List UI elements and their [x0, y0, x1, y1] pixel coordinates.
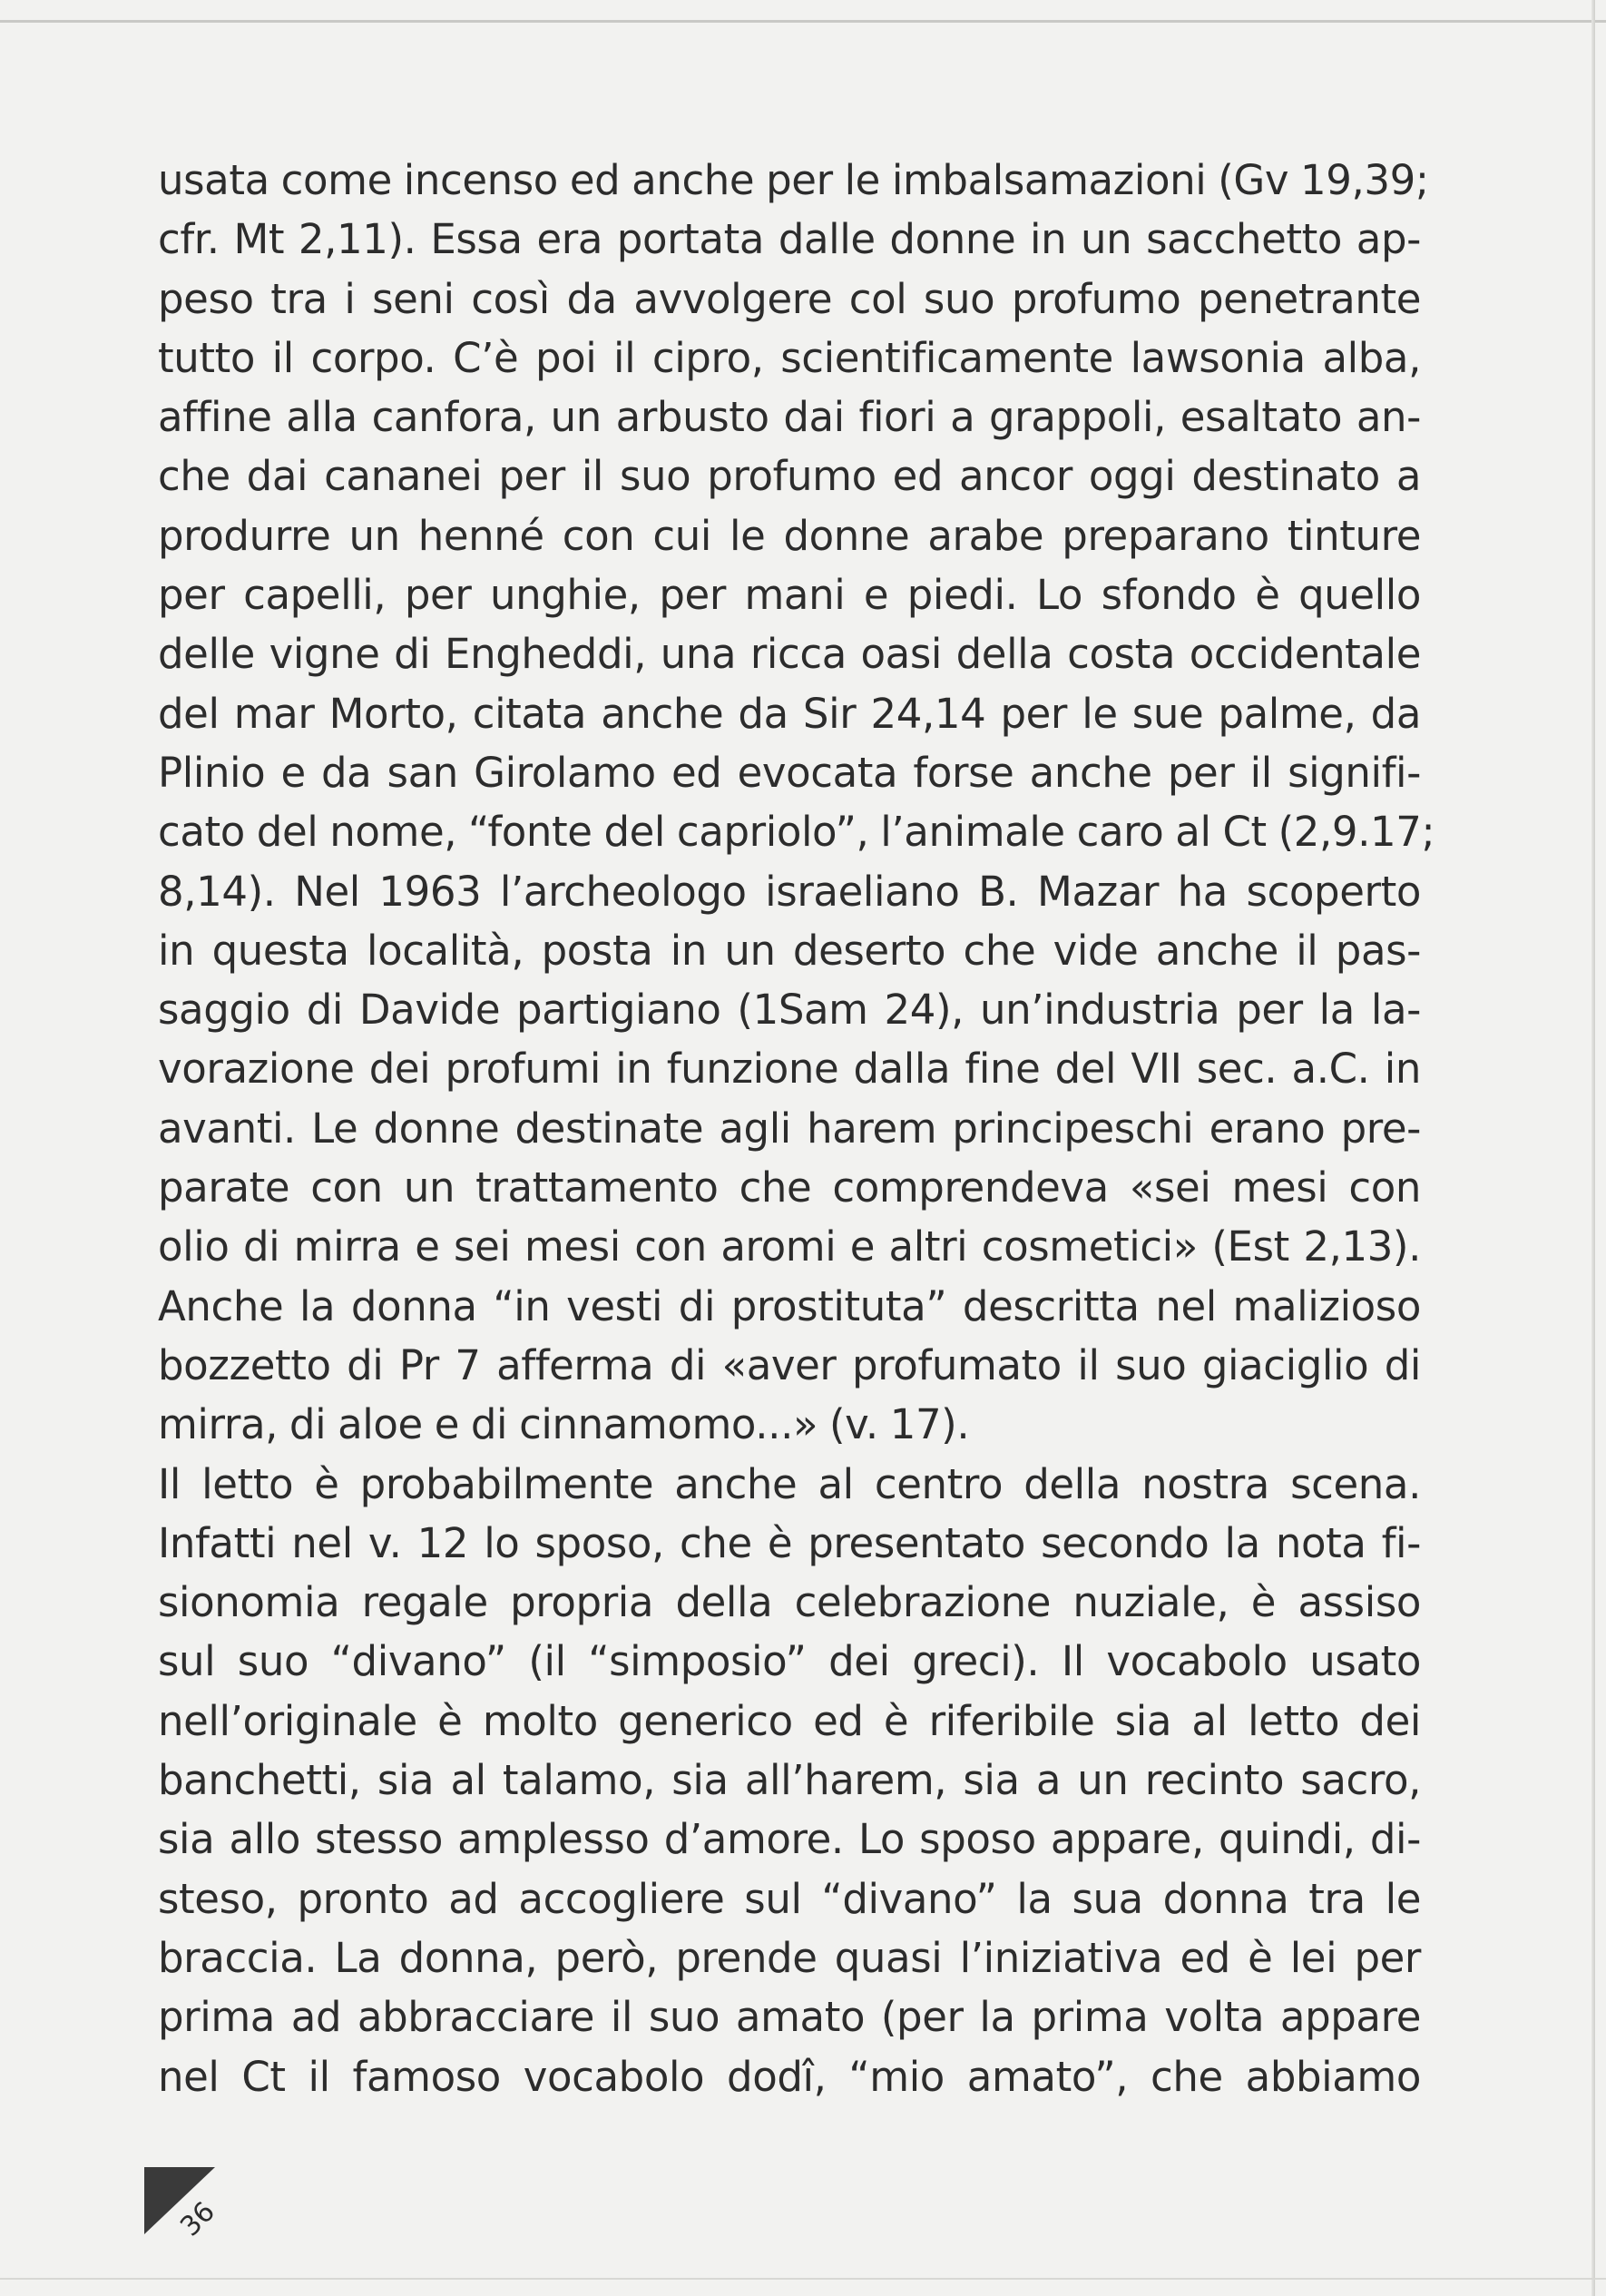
text-line: saggio di Davide partigiano (1Sam 24), un’industria per la la- [158, 986, 1421, 1035]
text-line: che dai cananei per il suo profumo ed ancor oggi destinato a [158, 452, 1421, 501]
text-line: banchetti, sia al talamo, sia all’harem, sia a un recinto sacro, [158, 1756, 1421, 1805]
text-line: 8,14). Nel 1963 l’archeologo israeliano B. Mazar ha scoperto [158, 867, 1421, 916]
text-line: Anche la donna “in vesti di prostituta” descritta nel malizioso [158, 1281, 1421, 1330]
text-line: sionomia regale propria della celebrazione nuziale, è assiso [158, 1578, 1421, 1627]
text-line: usata come incenso ed anche per le imbalsamazioni (Gv 19,39; [158, 156, 1429, 204]
page-binding-edge [1591, 0, 1595, 2296]
text-line: parate con un trattamento che comprendeva «sei mesi con [158, 1163, 1421, 1212]
text-line: peso tra i seni così da avvolgere col suo profumo penetrante [158, 274, 1421, 323]
text-line: Il letto è probabilmente anche al centro della nostra scena. [158, 1459, 1421, 1508]
text-line: nel Ct il famoso vocabolo dodî, “mio amato”, che abbiamo [158, 2052, 1421, 2101]
text-line: tutto il corpo. C’è poi il cipro, scientificamente lawsonia alba, [158, 333, 1421, 382]
text-line: Plinio e da san Girolamo ed evocata forse anche per il signifi- [158, 748, 1421, 797]
text-line: vorazione dei profumi in funzione dalla fine del VII sec. a.C. in [158, 1045, 1421, 1094]
text-line: mirra, di aloe e di cinnamomo...» (v. 17). [158, 1400, 970, 1449]
text-line: Infatti nel v. 12 lo sposo, che è presentato secondo la nota fi- [158, 1518, 1421, 1567]
text-line: per capelli, per unghie, per mani e piedi. Lo sfondo è quello [158, 571, 1421, 620]
page-top-edge [0, 20, 1606, 23]
text-line: steso, pronto ad accogliere sul “divano” la sua donna tra le [158, 1874, 1421, 1923]
page-number: 36 [174, 2195, 221, 2243]
text-line: olio di mirra e sei mesi con aromi e altri cosmetici» (Est 2,13). [158, 1222, 1421, 1271]
text-line: delle vigne di Engheddi, una ricca oasi della costa occidentale [158, 630, 1421, 679]
text-line: in questa località, posta in un deserto che vide anche il pas- [158, 926, 1421, 975]
text-line: affine alla canfora, un arbusto dai fiori a grappoli, esaltato an- [158, 393, 1421, 442]
text-line: sia allo stesso amplesso d’amore. Lo sposo appare, quindi, di- [158, 1815, 1421, 1864]
text-line: prima ad abbracciare il suo amato (per la prima volta appare [158, 1993, 1421, 2042]
text-line: del mar Morto, citata anche da Sir 24,14 per le sue palme, da [158, 689, 1421, 738]
page-folio [142, 2160, 242, 2260]
text-line: cato del nome, “fonte del capriolo”, l’animale caro al Ct (2,9.17; [158, 808, 1435, 857]
text-line: nell’originale è molto generico ed è riferibile sia al letto dei [158, 1696, 1421, 1745]
text-line: sul suo “divano” (il “simposio” dei greci). Il vocabolo usato [158, 1637, 1421, 1686]
text-line: bozzetto di Pr 7 afferma di «aver profumato il suo giaciglio di [158, 1340, 1421, 1389]
text-line: produrre un henné con cui le donne arabe preparano tinture [158, 511, 1421, 560]
text-line: avanti. Le donne destinate agli harem principeschi erano pre- [158, 1104, 1421, 1153]
text-line: cfr. Mt 2,11). Essa era portata dalle donne in un sacchetto ap- [158, 215, 1421, 264]
body-text [158, 151, 1435, 2106]
page-bottom-edge [0, 2278, 1606, 2280]
text-line: braccia. La donna, però, prende quasi l’iniziativa ed è lei per [158, 1933, 1421, 1982]
